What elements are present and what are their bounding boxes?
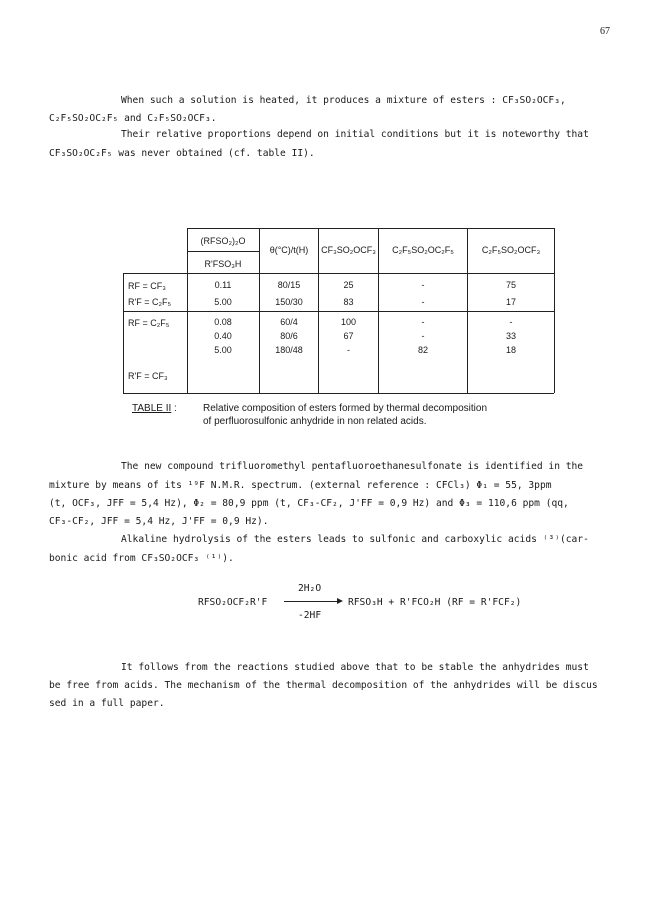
cell-cf3so2ocf3: 83: [343, 297, 354, 307]
reaction-below-arrow: -2HF: [298, 610, 322, 621]
intro-line-2: C₂F₅SO₂OC₂F₅ and C₂F₅SO₂OCF₃.: [49, 113, 217, 124]
header-temp-time: θ(°C)/t(H): [269, 245, 309, 255]
header-anhydride: (RFSO₂)₂O: [200, 236, 246, 246]
table-left-header-split: [187, 251, 259, 252]
caption-first-line: [132, 402, 177, 415]
cell-c2f5so2ocf3: 18: [505, 345, 516, 355]
cell-temp-time: 60/4: [280, 317, 298, 327]
cell-c2f5so2oc2f5: -: [421, 317, 425, 327]
caption-label: TABLE II: [132, 403, 172, 414]
cell-c2f5so2oc2f5: 82: [417, 345, 428, 355]
reaction-arrowhead-icon: [337, 598, 343, 604]
table-vline-1: [187, 228, 188, 393]
nmr-line-3: (t, OCF₃, JFF = 5,4 Hz), Φ₂ = 80,9 ppm (t, CF₃-CF₂, J'FF = 0,9 Hz) and Φ₃ = 110,6 ppm (qq,: [49, 498, 569, 509]
caption-line-1: Relative composition of esters formed by thermal decomposition: [203, 403, 488, 414]
conclusion-line-2: be free from acids. The mechanism of the thermal decomposition of the anhydrides will be discus: [49, 680, 598, 691]
cell-ratio: 5.00: [214, 345, 232, 355]
caption-line-2: of perfluorosulfonic anhydride in non related acids.: [203, 416, 427, 427]
reaction-reactant: RFSO₂OCF₂R'F: [198, 597, 268, 608]
cell-ratio: 5.00: [214, 297, 232, 307]
group2-rf-label: RF = C₂F₅: [128, 318, 170, 328]
cell-c2f5so2ocf3: -: [509, 317, 513, 327]
cell-c2f5so2oc2f5: -: [421, 280, 425, 290]
header-acid: R'FSO₃H: [204, 259, 242, 269]
cell-ratio: 0.08: [214, 317, 232, 327]
table-top-rule: [187, 228, 554, 229]
hydrolysis-line-2: bonic acid from CF₃SO₂OCF₃ ⁽¹⁾).: [49, 553, 234, 564]
header-c2f5so2ocf3: C₂F₅SO₂OCF₃: [481, 245, 541, 255]
nmr-line-2: mixture by means of its ¹⁹F N.M.R. spectrum. (external reference : CFCl₃) Φ₁ = 55, 3ppm: [49, 480, 552, 491]
cell-cf3so2ocf3: -: [347, 345, 350, 355]
table-vline-0: [123, 273, 124, 393]
cell-ratio: 0.11: [214, 280, 232, 290]
conclusion-line-1: It follows from the reactions studied above that to be stable the anhydrides must: [121, 662, 589, 673]
cell-c2f5so2ocf3: 17: [505, 297, 516, 307]
reaction-arrow: [284, 601, 340, 602]
intro-line-1: When such a solution is heated, it produces a mixture of esters : CF₃SO₂OCF₃,: [121, 95, 566, 106]
reaction-products: RFSO₃H + R'FCO₂H (RF = R'FCF₂): [348, 597, 522, 608]
cell-cf3so2ocf3: 67: [343, 331, 354, 341]
intro-line-4: CF₃SO₂OC₂F₅ was never obtained (cf. table II).: [49, 148, 315, 159]
conclusion-line-3: sed in a full paper.: [49, 698, 165, 709]
cell-cf3so2ocf3: 100: [340, 317, 357, 327]
group1-r2-label: R'F = C₂F₅: [128, 297, 172, 307]
intro-line-3: Their relative proportions depend on initial conditions but it is noteworthy that: [121, 129, 589, 140]
cell-c2f5so2ocf3: 33: [505, 331, 516, 341]
cell-temp-time: 150/30: [275, 297, 303, 307]
group2-r2-label: R'F = CF₃: [128, 371, 168, 381]
reaction-above-arrow: 2H₂O: [298, 583, 322, 594]
cell-temp-time: 180/48: [275, 345, 303, 355]
group1-rf-label: RF = CF₃: [128, 281, 166, 291]
cell-c2f5so2oc2f5: -: [421, 331, 425, 341]
cell-c2f5so2oc2f5: -: [421, 297, 425, 307]
header-cf3so2ocf3: CF₃SO₂OCF₃: [321, 245, 376, 255]
table-vline-6: [554, 228, 555, 393]
nmr-line-4: CF₃-CF₂, JFF = 5,4 Hz, J'FF = 0,9 Hz).: [49, 516, 269, 527]
cell-temp-time: 80/6: [280, 331, 298, 341]
hydrolysis-line-1: Alkaline hydrolysis of the esters leads to sulfonic and carboxylic acids ⁽³⁾(car-: [121, 534, 589, 545]
page-number: 67: [600, 26, 610, 37]
cell-c2f5so2ocf3: 75: [505, 280, 516, 290]
cell-cf3so2ocf3: 25: [343, 280, 354, 290]
cell-temp-time: 80/15: [277, 280, 301, 290]
header-c2f5so2oc2f5: C₂F₅SO₂OC₂F₅: [392, 245, 454, 255]
nmr-line-1: The new compound trifluoromethyl pentafluoroethanesulfonate is identified in the: [121, 461, 584, 472]
table-bottom-rule: [123, 393, 554, 394]
cell-ratio: 0.40: [214, 331, 232, 341]
caption-sep: :: [171, 403, 177, 414]
